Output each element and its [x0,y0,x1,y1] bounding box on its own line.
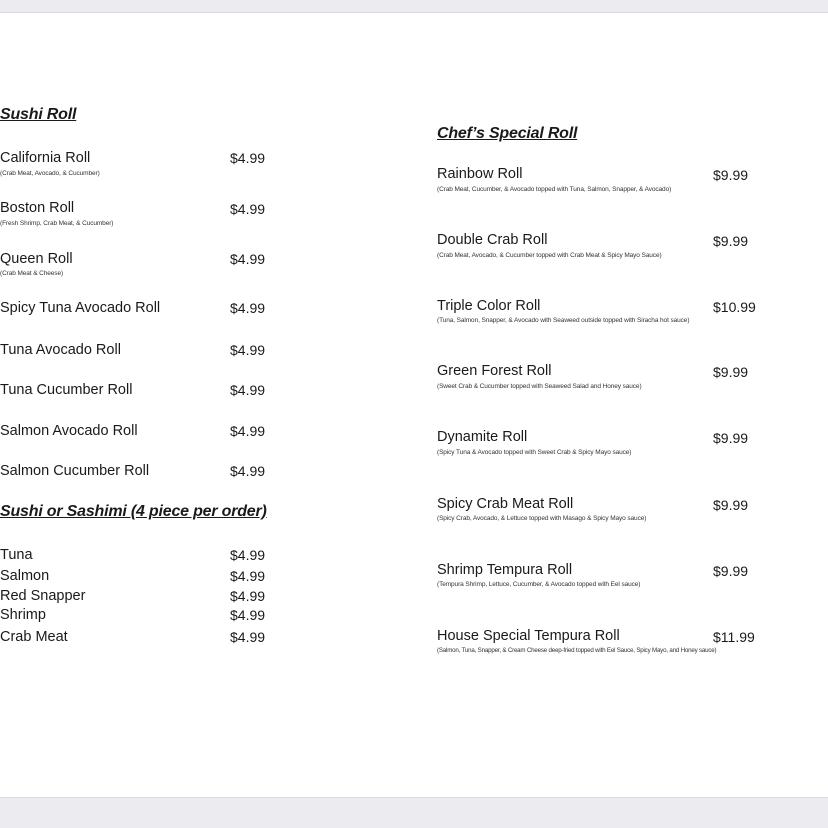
item-name: Double Crab Roll [437,232,548,248]
item-name: Salmon [0,568,50,584]
item-price: $10.99 [713,299,756,315]
item-name: Spicy Tuna Avocado Roll [0,300,161,316]
item-name: Tuna Avocado Roll [0,342,121,358]
item-price: $9.99 [713,364,749,380]
sushi-roll-heading: Sushi Roll [0,106,77,123]
item-name: Shrimp [0,607,46,623]
item-price: $4.99 [230,342,266,358]
item-price: $4.99 [230,423,266,439]
item-description: (Sweet Crab & Cucumber topped with Seaweed Salad and Honey sauce) [437,383,642,390]
item-price: $4.99 [230,382,266,398]
item-price: $4.99 [230,607,266,623]
item-price: $9.99 [713,430,749,446]
menu-page [0,12,828,798]
item-name: Salmon Cucumber Roll [0,463,150,479]
item-price: $4.99 [230,150,266,166]
item-name: Salmon Avocado Roll [0,423,138,439]
chef-special-heading: Chef’s Special Roll [437,125,578,142]
item-price: $4.99 [230,629,266,645]
item-description: (Fresh Shrimp, Crab Meat, & Cucumber) [0,220,114,227]
item-description: (Salmon, Tuna, Snapper, & Cream Cheese deep-fried topped with Eel Sauce, Spicy Mayo, and Honey sauce) [437,647,717,654]
item-description: (Tempura Shrimp, Lettuce, Cucumber, & Avocado topped with Eel sauce) [437,581,641,588]
item-price: $9.99 [713,233,749,249]
item-name: Red Snapper [0,588,86,604]
item-description: (Crab Meat & Cheese) [0,270,64,277]
item-name: Dynamite Roll [437,429,528,445]
item-price: $4.99 [230,300,266,316]
item-price: $4.99 [230,251,266,267]
item-price: $9.99 [713,497,749,513]
item-description: (Crab Meat, Cucumber, & Avocado topped with Tuna, Salmon, Snapper, & Avocado) [437,186,672,193]
item-price: $4.99 [230,201,266,217]
item-name: Green Forest Roll [437,363,552,379]
item-price: $9.99 [713,563,749,579]
item-name: Queen Roll [0,251,73,267]
item-name: Triple Color Roll [437,298,541,314]
item-price: $4.99 [230,547,266,563]
item-price: $4.99 [230,588,266,604]
item-name: Shrimp Tempura Roll [437,562,573,578]
item-name: Crab Meat [0,629,68,645]
item-name: Tuna Cucumber Roll [0,382,133,398]
item-price: $9.99 [713,167,749,183]
item-name: California Roll [0,150,91,166]
item-name: Tuna [0,547,33,563]
item-name: Boston Roll [0,200,75,216]
item-price: $11.99 [713,629,755,645]
item-name: Rainbow Roll [437,166,523,182]
item-price: $4.99 [230,568,266,584]
item-name: House Special Tempura Roll [437,628,620,644]
item-price: $4.99 [230,463,266,479]
item-description: (Spicy Tuna & Avocado topped with Sweet Crab & Spicy Mayo sauce) [437,449,632,456]
item-description: (Spicy Crab, Avocado, & Lettuce topped with Masago & Spicy Mayo sauce) [437,515,647,522]
item-description: (Crab Meat, Avocado, & Cucumber topped with Crab Meat & Spicy Mayo Sauce) [437,252,662,259]
item-name: Spicy Crab Meat Roll [437,496,574,512]
item-description: (Tuna, Salmon, Snapper, & Avocado with Seaweed outside topped with Siracha hot sauce) [437,317,690,324]
item-description: (Crab Meat, Avocado, & Cucumber) [0,170,100,177]
sashimi-heading: Sushi or Sashimi (4 piece per order) [0,503,267,520]
